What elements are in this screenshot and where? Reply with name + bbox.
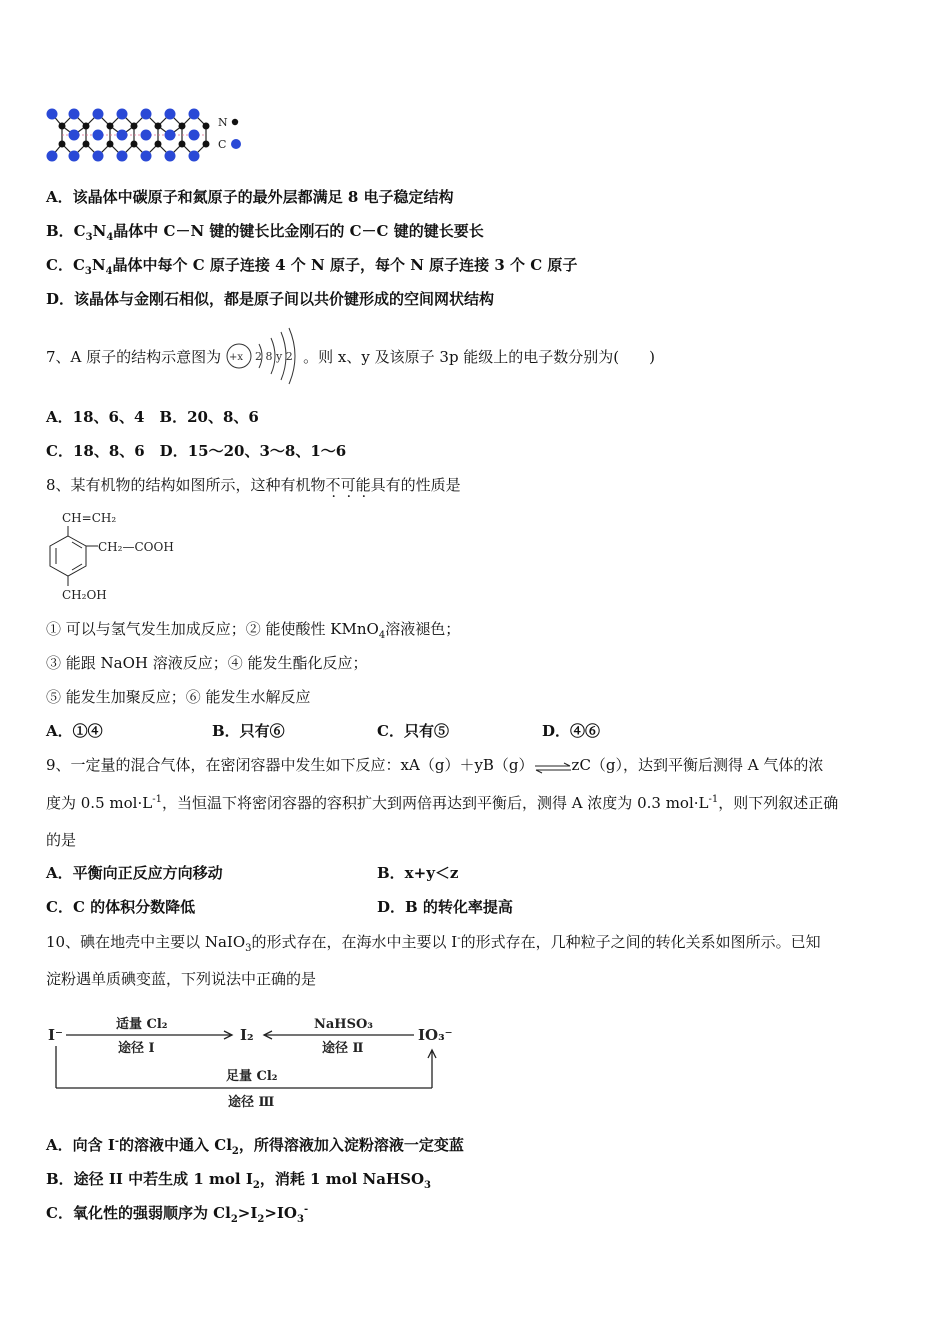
q8-item-1: ① 可以与氢气发生加成反应；② 能使酸性 KMnO$_4$溶液褪色； <box>46 620 461 641</box>
q9-line-3: 的是 <box>46 831 77 849</box>
q9-option-b: B．x+y＜z <box>377 864 459 882</box>
legend-c-dot <box>231 139 241 149</box>
q7-options-ab: A．18、6、4 B．20、8、6 <box>46 408 259 426</box>
q9-option-a: A．平衡向正反应方向移动 <box>46 864 223 882</box>
path3-label: 途径 Ⅲ <box>228 1095 275 1110</box>
q10-option-c: C．氧化性的强弱顺序为 $Cl_2>I_2>IO_3^-$ <box>46 1204 309 1225</box>
legend-n-dot <box>232 119 238 125</box>
path1-label: 途径 Ⅰ <box>118 1041 155 1056</box>
species-iodine: I₂ <box>240 1026 254 1044</box>
q9-line-1: 9、一定量的混合气体，在密闭容器中发生如下反应：xA（g）＋yB（g） zC（g），达到平衡后测得 A 气体的浓 <box>46 756 824 774</box>
crystal-structure-figure <box>44 104 246 168</box>
q7-stem: 7、A 原子的结构示意图为 +x 2 8 y 2 。则 x、y 及该原子 3p 能级上的电子数分别为( ) <box>46 346 655 368</box>
q8-option-b: B．只有⑥ <box>212 722 285 740</box>
q9-line-2: 度为 0.5 $mol\cdot L^{-1}$，当恒温下将密闭容器的容积扩大到两倍再达到平衡后，测得 A 浓度为 0.3 $mol\cdot L^{-1}$，则下列叙述正确 <box>46 794 839 812</box>
struct-top-label: CH=CH₂ <box>62 511 117 525</box>
atom-structure-diagram <box>225 348 299 368</box>
legend-c-label: C <box>218 138 227 151</box>
q6-option-b: B．$C_3N_4$晶体中 C－N 键的键长比金刚石的 C－C 键的键长要长 <box>46 222 484 243</box>
path2-label: 途径 Ⅱ <box>322 1041 364 1056</box>
q10-option-b: B．途径 II 中若生成 1 mol $I_2$，消耗 1 mol NaHSO$_3$ <box>46 1170 431 1191</box>
struct-right-label: CH₂—COOH <box>98 540 174 554</box>
legend-n-label: N <box>218 116 228 129</box>
species-iodate: IO₃⁻ <box>418 1026 453 1044</box>
equilibrium-arrow-icon <box>534 760 572 772</box>
q8-option-c: C．只有⑤ <box>377 722 449 740</box>
q6-option-a: A．该晶体中碳原子和氮原子的最外层都满足 8 电子稳定结构 <box>46 188 454 206</box>
path1-reagent: 适量 Cl₂ <box>116 1017 168 1032</box>
q8-item-2: ③ 能跟 NaOH 溶液反应；④ 能发生酯化反应； <box>46 654 368 672</box>
struct-bottom-label: CH₂OH <box>62 588 107 602</box>
q8-option-d: D．④⑥ <box>542 722 601 740</box>
q6-option-c: C．$C_3N_4$晶体中每个 C 原子连接 4 个 N 原子，每个 N 原子连接 3 个 C 原子 <box>46 256 578 277</box>
iodine-conversion-diagram <box>46 1010 466 1114</box>
q7-options-cd: C．18、8、6 D．15～20、3～8、1～6 <box>46 442 347 460</box>
organic-structure-figure <box>46 506 186 606</box>
q10-line-1: 10、碘在地壳中主要以 NaIO$_3$的形式存在，在海水中主要以 I-的形式存在，几种粒子之间的转化关系如图所示。已知 <box>46 933 821 954</box>
q8-option-a: A．①④ <box>46 722 103 740</box>
species-iodide: I⁻ <box>48 1026 63 1044</box>
q10-option-a: A．向含 I-的溶液中通入 $Cl_2$，所得溶液加入淀粉溶液一定变蓝 <box>46 1136 464 1157</box>
svg-text:2 8 y 2: 2 8 y 2 <box>255 350 293 363</box>
q9-option-d: D．B 的转化率提高 <box>377 898 513 916</box>
q9-option-c: C．C 的体积分数降低 <box>46 898 196 916</box>
q8-stem: 8、某有机物的结构如图所示，这种有机物不可能具有的性质是 <box>46 476 461 494</box>
svg-text:+x: +x <box>229 352 244 363</box>
q6-option-d: D．该晶体与金刚石相似，都是原子间以共价键形成的空间网状结构 <box>46 290 495 308</box>
q8-item-3: ⑤ 能发生加聚反应；⑥ 能发生水解反应 <box>46 688 311 706</box>
path2-reagent: NaHSO₃ <box>314 1017 373 1032</box>
path3-reagent: 足量 Cl₂ <box>226 1069 278 1084</box>
q10-line-2: 淀粉遇单质碘变蓝，下列说法中正确的是 <box>46 970 317 988</box>
